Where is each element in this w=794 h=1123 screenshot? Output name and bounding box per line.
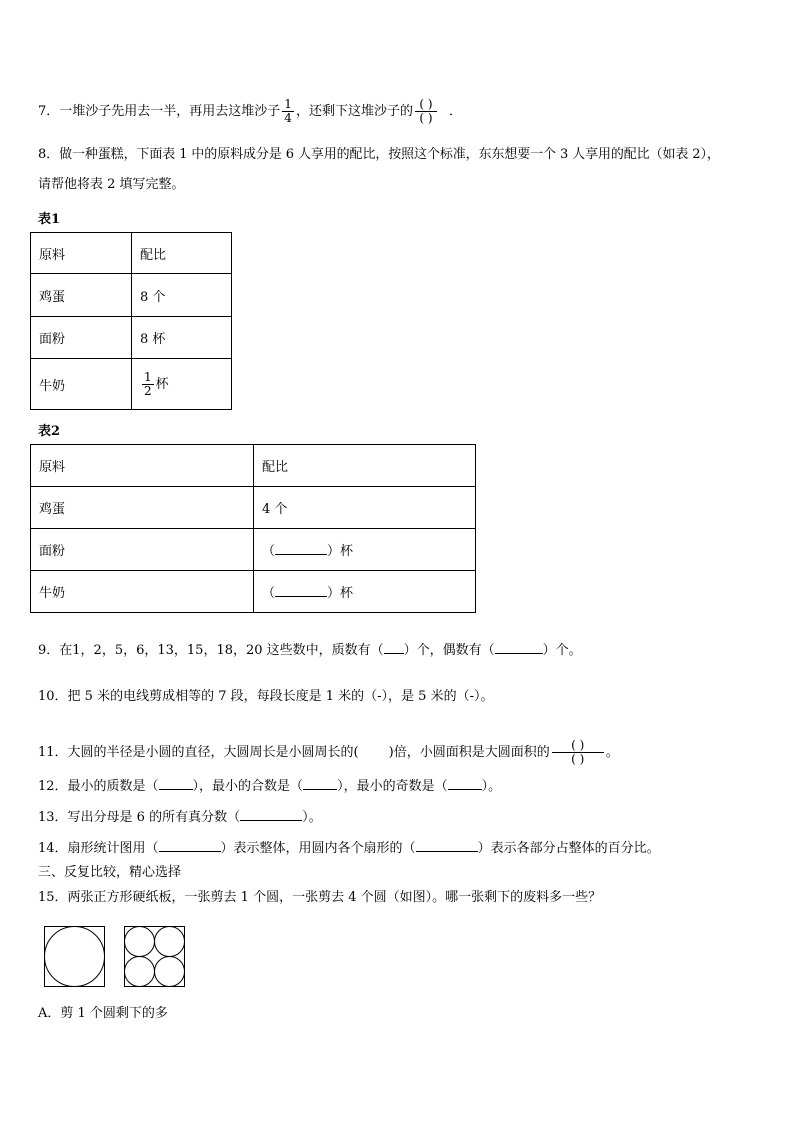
table-header-cell: 原料 [31,233,132,274]
q7-part1: 7 [38,104,47,119]
q7-end: ． [448,104,462,119]
area-fraction-blank[interactable]: $\frac{( )}{( )}$ [552,739,604,766]
question-14: 14．扇形统计图用（ ）表示整体，用圆内各个扇形的（ ）表示各部分占整体的百分比。 [38,841,660,856]
table-header-cell: 配比 [132,233,232,274]
fraction-one-half: $\frac{1}{2}$ [144,369,152,398]
proper-fractions-blank[interactable] [240,808,302,821]
table2-caption: 表2 [38,424,61,439]
table-cell: 面粉 [31,529,254,571]
large-circle [45,927,105,987]
ingredient-table-1 [30,232,232,410]
question-8-line2: 请帮他将表 2 填写完整。 [38,177,185,192]
table-row [31,529,476,571]
even-count-blank[interactable] [495,641,543,654]
square-board-2 [125,927,185,987]
flour-answer-blank[interactable] [275,542,327,555]
table-cell: 鸡蛋 [31,487,254,529]
table-row [31,445,476,487]
q7-text: ．一堆沙子先用去一半，再用去这堆沙子 [46,104,281,119]
table-row [31,317,232,359]
table1-caption: 表1 [38,212,61,227]
table-cell: 8 个 [132,274,232,317]
small-circle [125,957,155,987]
question-12: 12．最小的质数是（ ），最小的合数是（ ），最小的奇数是（ ）。 [38,779,502,794]
question-7 [38,98,462,125]
table-cell: （ ）杯 [254,571,476,613]
fraction-one-quarter: $\frac{1}{4}$ [284,97,292,125]
question-8-line1: 8．做一种蛋糕，下面表 1 中的原料成分是 6 人享用的配比，按照这个标准，东东想要一个 3 人享用的配比（如表 2）， [38,147,720,162]
table-row [31,274,232,317]
table-cell: 牛奶 [31,359,132,410]
unit-cup: 杯 [155,376,169,392]
table-cell: 4 个 [254,487,476,529]
table-cell: （ ）杯 [254,529,476,571]
table-row [31,233,232,274]
table-cell [132,359,232,410]
sector-blank[interactable] [416,839,478,852]
smallest-composite-blank[interactable] [303,777,337,790]
whole-blank[interactable] [159,839,221,852]
table-cell: 鸡蛋 [31,274,132,317]
cardboard-figure [44,926,189,990]
question-11: 11．大圆的半径是小圆的直径，大圆周长是小圆周长的( )倍，小圆面积是大圆面积的 $\frac{( )}{( )}$ 。 [38,738,619,766]
question-13: 13．写出分母是 6 的所有真分数（ ）。 [38,810,322,825]
question-9: 9．在1，2，5，6，13，15，18，20 这些数中，质数有（ ）个，偶数有（ ）个。 [38,643,582,658]
table-cell: 牛奶 [31,571,254,613]
small-circle [125,927,155,957]
prime-count-blank[interactable] [384,641,404,654]
ingredient-table-2 [30,444,476,613]
smallest-prime-blank[interactable] [159,777,193,790]
milk-answer-blank[interactable] [275,584,327,597]
table-row [31,571,476,613]
answer-fraction-blank[interactable]: $\frac{( )}{( )}$ [415,98,437,125]
section-3-heading: 三、反复比较，精心选择 [38,865,182,880]
small-circle [155,957,185,987]
question-15: 15．两张正方形硬纸板，一张剪去 1 个圆，一张剪去 4 个圆（如图）。哪一张剩下的废料多一些？ [38,890,602,905]
table-row [31,487,476,529]
table-header-cell: 配比 [254,445,476,487]
option-a[interactable]: A．剪 1 个圆剩下的多 [38,1006,168,1021]
small-circle [155,927,185,957]
table-cell: 8 杯 [132,317,232,359]
q7-text-2: ，还剩下这堆沙子的 [295,104,413,119]
smallest-odd-blank[interactable] [448,777,482,790]
table-cell: 面粉 [31,317,132,359]
table-header-cell: 原料 [31,445,254,487]
table-row [31,359,232,410]
question-10: 10．把 5 米的电线剪成相等的 7 段，每段长度是 1 米的（-），是 5 米的（-）。 [38,689,494,704]
